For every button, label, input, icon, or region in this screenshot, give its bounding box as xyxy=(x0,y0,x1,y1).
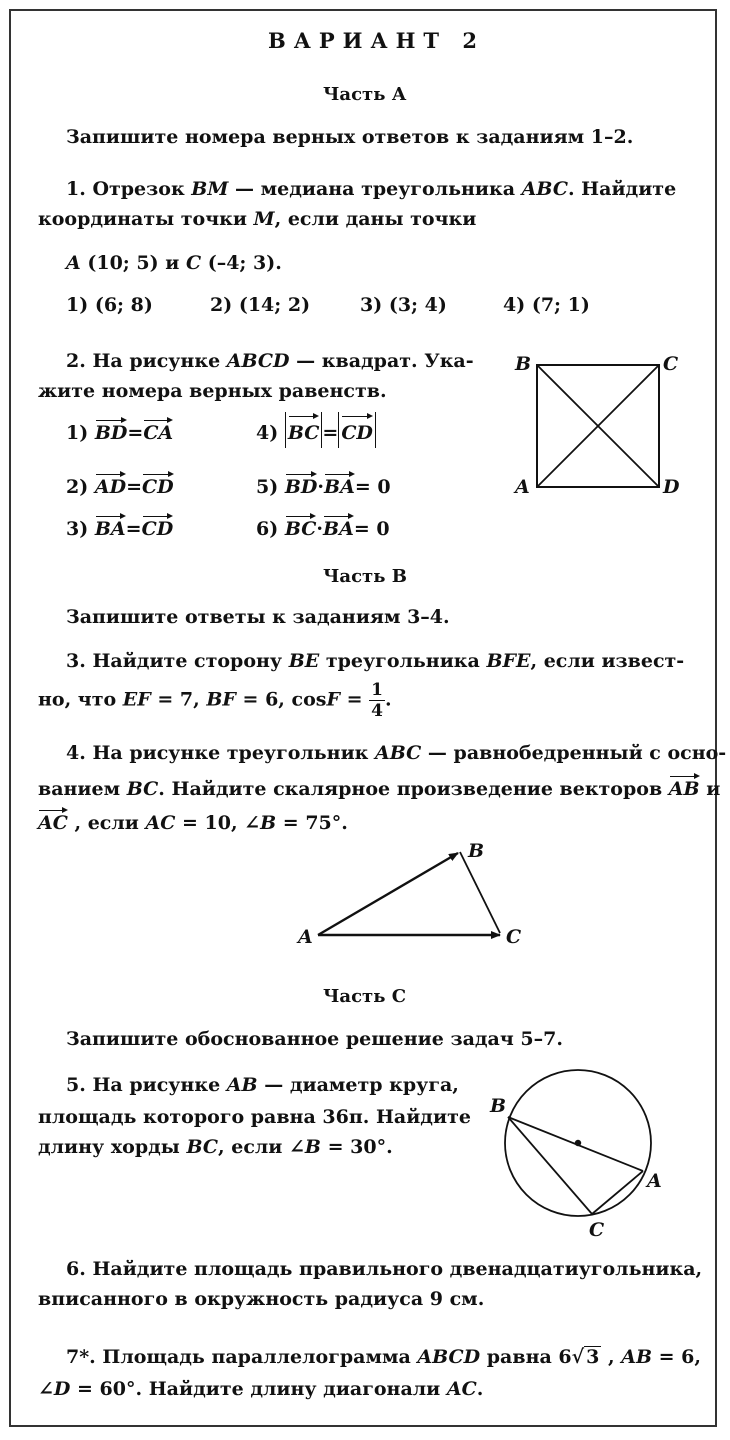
text: и xyxy=(699,778,721,800)
text: = 0 xyxy=(354,476,391,498)
math-var: BM xyxy=(191,178,229,200)
numerator: 1 xyxy=(371,680,383,700)
text: длину хорды xyxy=(38,1136,187,1158)
math-var: B xyxy=(260,812,277,834)
operator: = xyxy=(125,518,142,540)
label-b: B xyxy=(515,353,532,375)
text: = 10, ∠ xyxy=(175,812,261,834)
text: — равнобедренный с осно- xyxy=(421,742,727,764)
task2-eq6 xyxy=(256,512,390,540)
text: = 6, cos xyxy=(235,688,327,711)
label-a: A xyxy=(515,476,530,498)
text: 2. На рисунке xyxy=(66,350,227,372)
text: = 6, xyxy=(652,1346,702,1368)
vector: CA xyxy=(143,416,173,444)
vector: CD xyxy=(341,412,373,448)
math-var: A xyxy=(66,252,81,274)
math-var: D xyxy=(53,1378,71,1400)
text: 7*. Площадь параллелограмма xyxy=(66,1346,418,1368)
math-var: AC xyxy=(446,1378,477,1400)
part-c-title: Часть C xyxy=(323,986,407,1007)
text: . xyxy=(384,688,392,711)
math-var: M xyxy=(253,208,275,230)
task1-line3 xyxy=(66,252,282,274)
eq-number: 1) xyxy=(66,422,89,444)
part-a-instruction: Запишите номера верных ответов к заданиям 1–2. xyxy=(66,126,634,148)
math-var: ABC xyxy=(521,178,568,200)
task4-line3 xyxy=(38,806,348,834)
text: (–4; 3). xyxy=(201,252,282,274)
task7-line2 xyxy=(38,1378,483,1400)
vector: AD xyxy=(95,470,126,498)
fraction xyxy=(369,680,385,721)
math-var: AB xyxy=(226,1074,258,1096)
task1-line1 xyxy=(66,178,676,200)
eq-number: 5) xyxy=(256,476,279,498)
text: ванием xyxy=(38,778,127,800)
task5-line3 xyxy=(38,1136,393,1158)
text: 5. На рисунке xyxy=(66,1074,227,1096)
vector: BA xyxy=(324,470,355,498)
task7-line1 xyxy=(66,1346,701,1368)
chord-bc xyxy=(508,1117,592,1214)
math-var: BF xyxy=(206,688,236,711)
vector: CD xyxy=(142,470,174,498)
text: = 7, xyxy=(150,688,207,711)
math-var: BE xyxy=(288,650,320,672)
abs-value xyxy=(285,412,323,448)
vector: BD xyxy=(285,470,318,498)
math-var: BFE xyxy=(486,650,531,672)
text: ∠ xyxy=(38,1378,54,1400)
eq-number: 4) xyxy=(256,422,279,444)
vector: BC xyxy=(288,412,320,448)
text: 3. Найдите сторону xyxy=(66,650,289,672)
label-b: B xyxy=(468,840,485,862)
abs-value xyxy=(338,412,376,448)
task2-eq3 xyxy=(66,512,173,540)
task3-line2 xyxy=(38,680,392,721)
operator: · xyxy=(317,476,325,498)
math-var: AC xyxy=(145,812,176,834)
text: — медиана треугольника xyxy=(228,178,522,200)
part-b-instruction: Запишите ответы к заданиям 3–4. xyxy=(66,606,450,628)
text: , если ∠ xyxy=(218,1136,305,1158)
math-var: BC xyxy=(186,1136,218,1158)
label-d: D xyxy=(663,476,680,498)
vector: BA xyxy=(323,512,354,540)
task1-line2 xyxy=(38,208,476,230)
operator: = xyxy=(322,422,339,444)
task2-line1 xyxy=(66,350,474,372)
eq-number: 2) xyxy=(66,476,89,498)
text: 1. Отрезок xyxy=(66,178,192,200)
part-c-instruction: Запишите обоснованное решение задач 5–7. xyxy=(66,1028,563,1050)
text: равна 6 xyxy=(480,1346,572,1368)
text: = 0 xyxy=(353,518,390,540)
text: , если xyxy=(67,812,146,834)
vector: BD xyxy=(95,416,128,444)
task4-line1 xyxy=(66,742,726,764)
task1-option-1: 1) (6; 8) xyxy=(66,294,153,316)
text: = xyxy=(339,688,370,711)
square-figure xyxy=(505,345,695,505)
chord-ca xyxy=(592,1171,643,1214)
denominator: 4 xyxy=(371,701,383,721)
task2-eq4 xyxy=(256,412,376,448)
text: — квадрат. Ука- xyxy=(289,350,474,372)
operator: · xyxy=(316,518,324,540)
text: = 75°. xyxy=(276,812,348,834)
text: . xyxy=(476,1378,484,1400)
task4-line2 xyxy=(38,772,720,800)
text: , xyxy=(601,1346,622,1368)
radicand: 3 xyxy=(586,1346,600,1368)
sqrt-sign: √ xyxy=(571,1346,585,1368)
vector: BC xyxy=(285,512,317,540)
variant-title: ВАРИАНТ 2 xyxy=(268,28,485,53)
task3-line1 xyxy=(66,650,684,672)
task5-line2: площадь которого равна 36π. Найдите xyxy=(38,1106,471,1128)
label-a: A xyxy=(298,926,313,948)
label-a: A xyxy=(647,1170,662,1192)
task1-option-2: 2) (14; 2) xyxy=(210,294,311,316)
triangle-figure xyxy=(290,835,540,955)
math-var: ABCD xyxy=(226,350,290,372)
math-var: ABCD xyxy=(417,1346,481,1368)
vector: AB xyxy=(669,772,700,800)
task6-line1: 6. Найдите площадь правильного двенадцатиугольника, xyxy=(66,1258,703,1280)
text: треугольника xyxy=(319,650,487,672)
text: . Найдите xyxy=(567,178,677,200)
text: , если извест- xyxy=(530,650,685,672)
label-c: C xyxy=(663,353,679,375)
math-var: BC xyxy=(126,778,159,800)
text: = 60°. Найдите длину диагонали xyxy=(70,1378,447,1400)
text: — диаметр круга, xyxy=(257,1074,459,1096)
text: 4. На рисунке треугольник xyxy=(66,742,376,764)
math-var: C xyxy=(185,252,202,274)
task1-option-4: 4) (7; 1) xyxy=(503,294,590,316)
eq-number: 3) xyxy=(66,518,89,540)
text: координаты точки xyxy=(38,208,254,230)
task2-line2: жите номера верных равенств. xyxy=(38,380,387,402)
operator: = xyxy=(127,422,144,444)
vector-ab-line xyxy=(318,853,458,935)
task2-eq5 xyxy=(256,470,391,498)
side-bc xyxy=(460,852,500,933)
math-var: ABC xyxy=(375,742,422,764)
part-a-title: Часть А xyxy=(323,84,407,105)
eq-number: 6) xyxy=(256,518,279,540)
math-var: F xyxy=(326,688,340,711)
vector: AC xyxy=(38,806,68,834)
text: , если даны точки xyxy=(274,208,477,230)
task2-eq1 xyxy=(66,416,173,444)
label-c: C xyxy=(589,1219,605,1241)
math-var: EF xyxy=(122,688,151,711)
text: . Найдите скалярное произведение векторов xyxy=(158,778,669,800)
text: = 30°. xyxy=(320,1136,393,1158)
task6-line2: вписанного в окружность радиуса 9 см. xyxy=(38,1288,485,1310)
task5-line1 xyxy=(66,1074,459,1096)
part-b-title: Часть B xyxy=(323,566,407,587)
circle-figure xyxy=(485,1068,685,1248)
vector: CD xyxy=(142,512,174,540)
center-point xyxy=(575,1140,581,1146)
math-var: B xyxy=(304,1136,321,1158)
label-b: B xyxy=(490,1095,507,1117)
task1-option-3: 3) (3; 4) xyxy=(360,294,447,316)
vector: BA xyxy=(95,512,126,540)
operator: = xyxy=(126,476,142,498)
math-var: AB xyxy=(621,1346,653,1368)
text: но, что xyxy=(38,688,123,711)
text: (10; 5) и xyxy=(80,252,186,274)
label-c: C xyxy=(506,926,522,948)
task2-eq2 xyxy=(66,470,174,498)
